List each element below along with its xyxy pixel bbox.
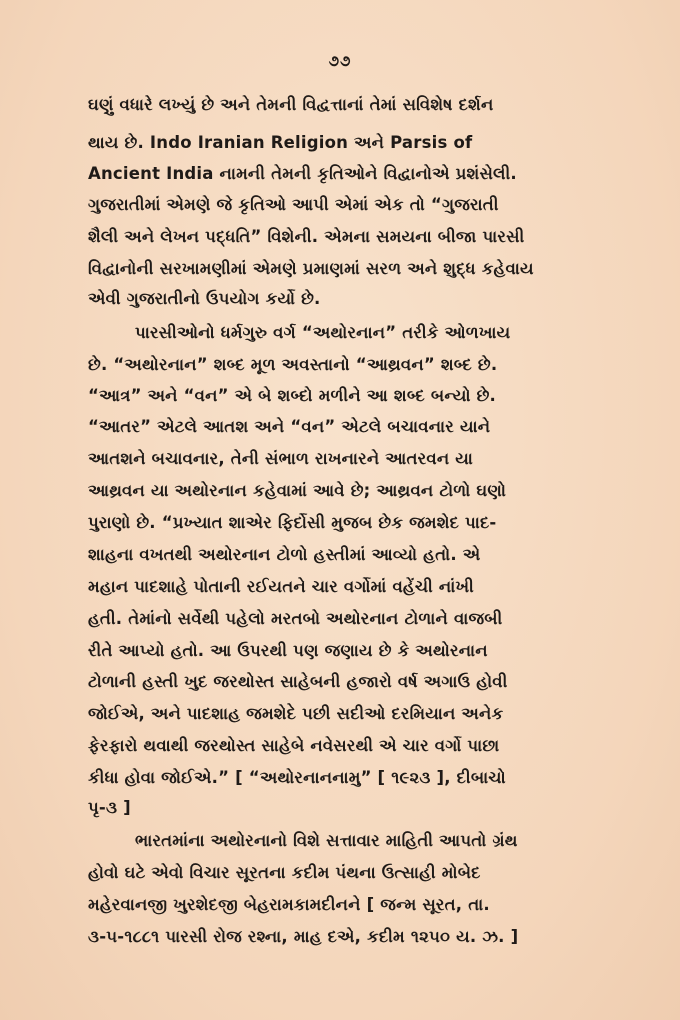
text-line: મહાન પાદશાહે પોતાની રઈયતને ચાર વર્ગોમાં વહેંચી નાંખી — [88, 577, 474, 596]
text-line: “આત્ર” અને “વન” એ બે શબ્દો મળીને આ શબ્દ બન્યો છે. — [88, 386, 497, 405]
text-line: ભારતમાંના અથોરનાનો વિશે સત્તાવાર માહિતી આપતો ગ્રંથ — [135, 831, 518, 850]
text-line: જોઈએ, અને પાદશાહ જમશેદે પછી સદીઓ દરમિયાન અનેક — [88, 704, 504, 723]
text-line: શાહના વખતથી અથોરનાન ટોળો હસ્તીમાં આવ્યો હતો. એ — [88, 545, 481, 564]
text-line: ફેરફારો થવાથી જરથોસ્ત સાહેબે નવેસરથી એ ચાર વર્ગો પાછા — [88, 736, 500, 755]
text-line: ટોળાની હસ્તી ખુદ જરથોસ્ત સાહેબની હજારો વર્ષ અગાઉ હોવી — [88, 672, 508, 691]
text-line: રીતે આપ્યો હતો. આ ઉપરથી પણ જણાય છે કે અથોરનાન — [88, 641, 488, 660]
text-line: એવી ગુજરાતીનો ઉપયોગ કર્યો છે. — [88, 289, 321, 308]
text-line: Ancient India નામની તેમની કૃતિઓને વિદ્વાનોએ પ્રશંસેલી. — [88, 164, 517, 183]
text-line: કીધા હોવા જોઈએ.” [ “અથોરનાનનામુ” [ ૧૯૨૩ ], દીબાચો — [88, 768, 506, 787]
text-line: હતી. તેમાંનો સર્વેથી પહેલો મરતબો અથોરનાન ટોળાને વાજબી — [88, 609, 503, 628]
text-line: આથ્રવન યા અથોરનાન કહેવામાં આવે છે; આથ્રવન ટોળો ઘણો — [88, 481, 507, 500]
text-line: ગુજરાતીમાં એમણે જે કૃતિઓ આપી એમાં એક તો “ગુજરાતી — [88, 195, 499, 214]
text-line: મહેરવાનજી ખુરશેદજી બેહરામકામદીનને [ જન્મ સૂરત, તા. — [88, 895, 490, 914]
text-line: થાય છે. Indo Iranian Religion અને Parsis of — [88, 133, 473, 152]
text-line: હોવો ઘટે એવો વિચાર સૂરતના કદીમ પંથના ઉત્સાહી મોબેદ — [88, 863, 481, 882]
text-line: પૃ-૩ ] — [88, 798, 131, 817]
text-line: પુરાણો છે. “પ્રખ્યાત શાએર ફિર્દોસી મુજબ છેક જમશેદ પાદ- — [88, 513, 497, 532]
text-line: વિદ્વાનોની સરખામણીમાં એમણે પ્રમાણમાં સરળ અને શુદ્ધ કહેવાય — [88, 259, 534, 278]
text-line: “આતર” એટલે આતશ અને “વન” એટલે બચાવનાર યાને — [88, 417, 491, 436]
text-line: આતશને બચાવનાર, તેની સંભાળ રાખનારને આતરવન યા — [88, 449, 474, 468]
text-line: ૩-૫-૧૮૮૧ પારસી રોજ રશ્ના, માહ દએ, કદીમ ૧૨૫૦ ય. ઝ. ] — [88, 927, 519, 946]
page-number: ૭૭ — [328, 52, 352, 70]
text-line: પારસીઓનો ધર્મગુરુ વર્ગ “અથોરનાન” તરીકે ઓળખાય — [135, 323, 511, 342]
text-line: શૈલી અને લેખન પદ્ધતિ” વિશેની. એમના સમયના બીજા પારસી — [88, 227, 525, 246]
text-line: છે. “અથોરનાન” શબ્દ મૂળ અવસ્તાનો “આથ્રવન” શબ્દ છે. — [88, 355, 498, 374]
text-line: ઘણું વધારે લખ્યું છે અને તેમની વિદ્વત્તાનાં તેમાં સવિશેષ દર્શન — [88, 95, 494, 114]
